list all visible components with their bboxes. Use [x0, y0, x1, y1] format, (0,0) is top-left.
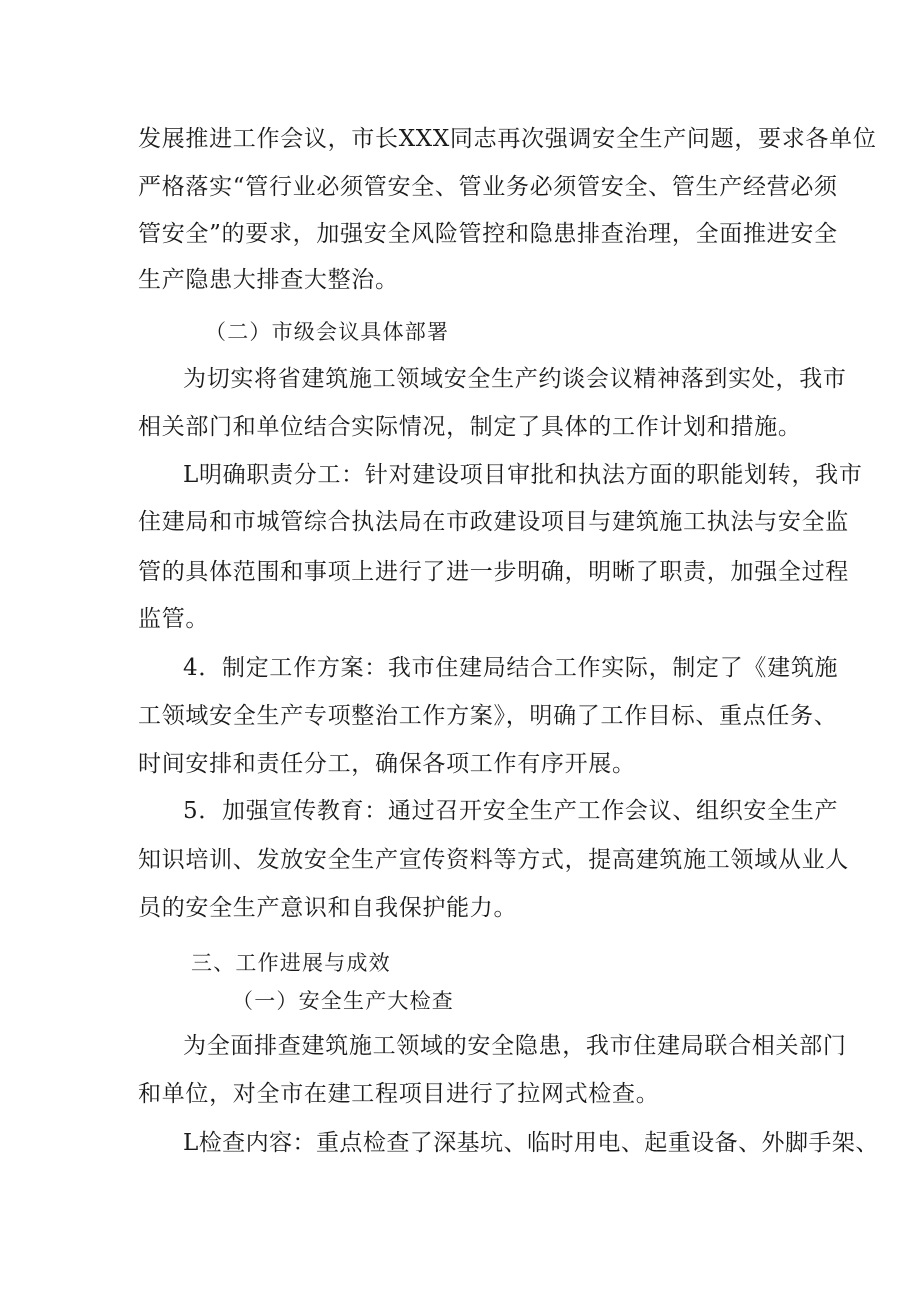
section-heading: 三、工作进展与成效 — [191, 951, 391, 975]
paragraph-line: 相关部门和单位结合实际情况，制定了具体的工作计划和措施。 — [138, 414, 802, 440]
paragraph-line: 知识培训、发放安全生产宣传资料等方式，提高建筑施工领域从业人 — [138, 847, 849, 873]
paragraph-line: 为全面排查建筑施工领域的安全隐患，我市住建局联合相关部门 — [183, 1033, 847, 1059]
section-heading: （二）市级会议具体部署 — [205, 320, 450, 344]
paragraph-line: 管安全”的要求，加强安全风险管控和隐患排查治理，全面推进安全 — [138, 221, 838, 247]
paragraph-line: 严格落实“管行业必须管安全、管业务必须管安全、管生产经营必须 — [138, 174, 838, 200]
paragraph-line: 住建局和市城管综合执法局在市政建设项目与建筑施工执法与安全监 — [138, 509, 849, 535]
paragraph-line: 4．制定工作方案：我市住建局结合工作实际，制定了《建筑施 — [183, 655, 839, 681]
section-heading: （一）安全生产大检查 — [232, 989, 454, 1013]
paragraph-line: L明确职责分工：针对建设项目审批和执法方面的职能划转，我市 — [183, 462, 863, 488]
paragraph-line: L检查内容：重点检查了深基坑、临时用电、起重设备、外脚手架、 — [183, 1130, 879, 1156]
paragraph-line: 生产隐患大排查大整治。 — [138, 267, 399, 293]
paragraph-line: 时间安排和责任分工，确保各项工作有序开展。 — [138, 751, 636, 777]
paragraph-line: 发展推进工作会议，市长XXX同志再次强调安全生产问题，要求各单位 — [138, 126, 877, 152]
paragraph-line: 工领域安全生产专项整治工作方案》，明确了工作目标、重点任务、 — [138, 703, 838, 729]
paragraph-line: 监管。 — [138, 606, 210, 632]
paragraph-line: 员的安全生产意识和自我保护能力。 — [138, 895, 518, 921]
paragraph-line: 5．加强宣传教育：通过召开安全生产工作会议、组织安全生产 — [183, 798, 839, 824]
paragraph-line: 和单位，对全市在建工程项目进行了拉网式检查。 — [138, 1081, 660, 1107]
paragraph-line: 为切实将省建筑施工领域安全生产约谈会议精神落到实处，我市 — [183, 366, 847, 392]
paragraph-line: 管的具体范围和事项上进行了进一步明确，明晰了职责，加强全过程 — [138, 559, 849, 585]
